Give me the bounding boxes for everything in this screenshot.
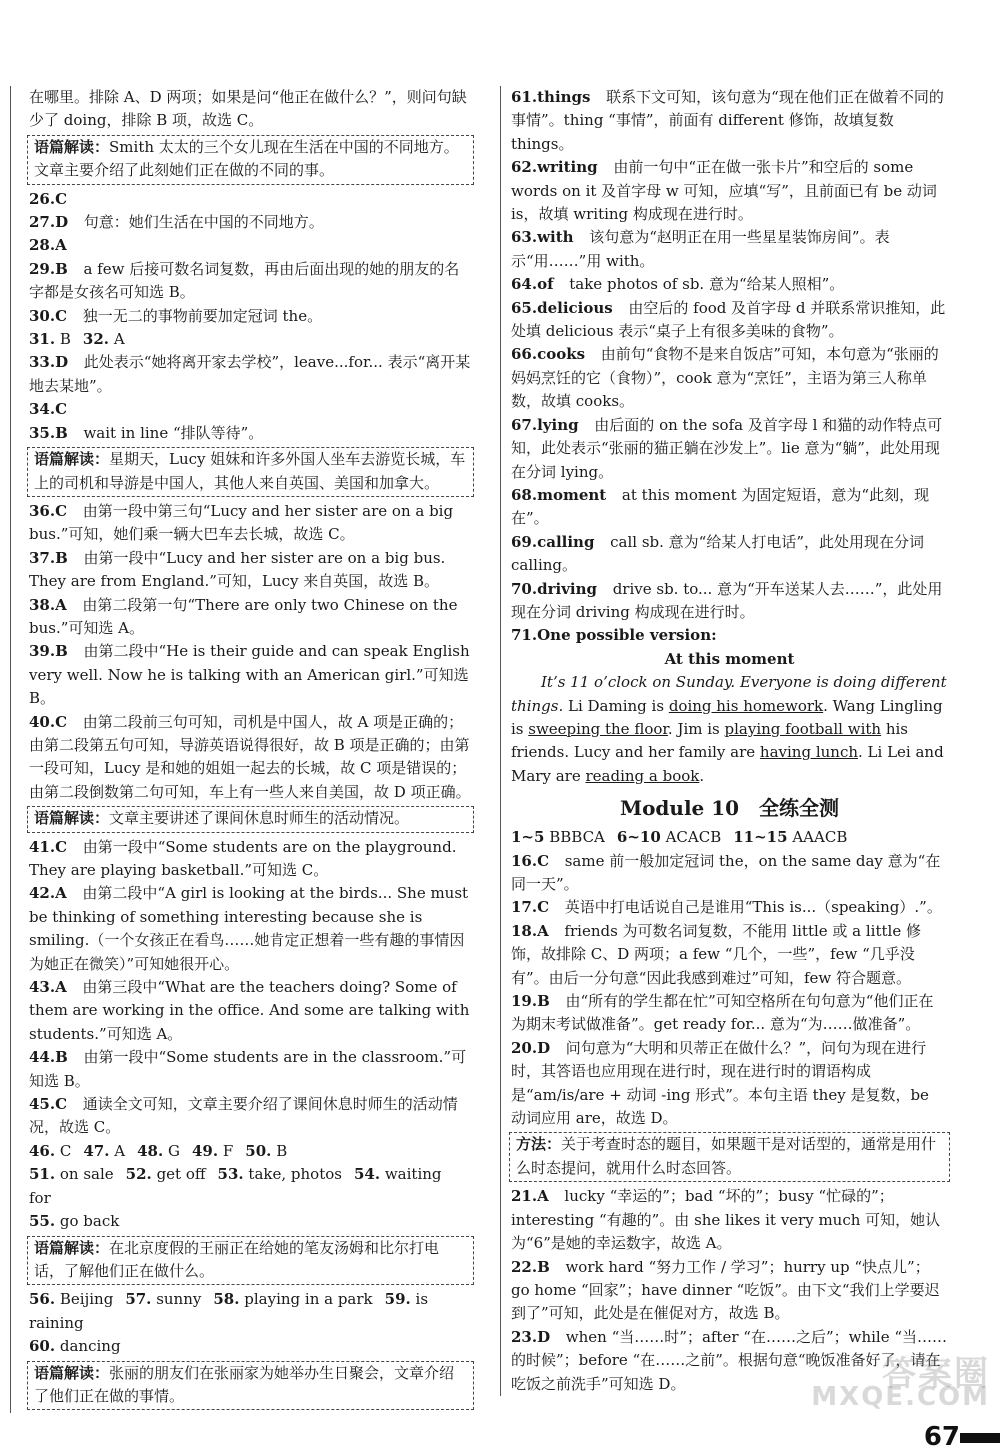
item-number: 38. <box>29 595 56 614</box>
item-number: 40. <box>29 712 56 731</box>
item-answer: A <box>55 884 67 903</box>
item-answer: C <box>59 1141 72 1160</box>
item-answer: B <box>55 259 68 278</box>
analysis-note-box <box>509 1132 950 1182</box>
answer-pair <box>137 1142 180 1160</box>
answer-item <box>511 226 948 273</box>
item-number: 31. <box>29 330 56 349</box>
answer-item <box>511 343 948 413</box>
item-number: 54. <box>353 1165 381 1184</box>
item-number: 33. <box>29 353 56 372</box>
essay-text: . <box>699 766 705 785</box>
item-number: 44. <box>29 1048 56 1067</box>
item-number: 61. <box>511 88 538 106</box>
item-answer: B <box>55 642 68 661</box>
item-answer: driving <box>537 579 598 598</box>
item-answer: C <box>55 501 68 520</box>
item-number: 29. <box>29 259 56 278</box>
item-answer: D <box>55 353 69 372</box>
answer-item <box>29 258 472 305</box>
item-number: 57. <box>125 1290 152 1309</box>
note-label: 语篇解读： <box>34 809 110 828</box>
item-number: 66. <box>511 345 538 364</box>
answer-item <box>511 578 948 625</box>
item-explanation: when “当……时”；after “在……之后”；while “当……的时候”；before “在……之前”。根据句意“晚饭准备好了，请在吃饭之前洗手”可知选 D。 <box>511 1327 948 1393</box>
answer-pair <box>29 1337 121 1355</box>
item-number: 42. <box>29 884 56 903</box>
answer-item <box>29 305 472 328</box>
item-number: 48. <box>137 1141 164 1160</box>
answer-row <box>29 1288 472 1335</box>
item-number: 37. <box>29 548 56 567</box>
item-answer: dancing <box>59 1337 121 1356</box>
note-label: 语篇解读： <box>34 1363 110 1382</box>
answer-item <box>29 1093 472 1140</box>
item-number: 62. <box>511 158 538 177</box>
essay-text: his friends. Lucy and her family are <box>511 719 908 762</box>
item-explanation: friends 为可数名词复数，不能用 little 或 a little 修饰，故排除 C、D 两项；a few “几个，一些”，few “几乎没有”。由后一分句意“因此我感到难过”可知，few 符合题意。 <box>511 921 921 987</box>
item-answer: waiting for <box>29 1165 442 1207</box>
answer-item <box>29 836 472 883</box>
item-number: 64. <box>511 275 538 294</box>
item-answer: B <box>276 1141 288 1160</box>
answer-item <box>511 531 948 578</box>
answer-item <box>511 896 948 919</box>
answer-item <box>511 273 948 296</box>
item-number: 47. <box>83 1141 110 1160</box>
item-explanation: 由第二段前三句可知，司机是中国人，故 A 项是正确的；由第二段第五句可知，导游英语说得很好，故 B 项是正确的；由第一段可知，Lucy 是和她的姐姐一起去的长城，故 C 项是错误的；由第二段倒数第二句可知，车上有一些人来自美国，故 D 项正确。 <box>29 712 471 801</box>
item-number: 69. <box>511 532 538 551</box>
answer-item <box>511 850 948 897</box>
item-answer: C <box>537 851 550 870</box>
item-explanation: 该句意为“赵明正在用一些星星装饰房间”。表示“用……”用 with。 <box>511 228 890 270</box>
answer-item <box>511 86 948 156</box>
item-answer: C <box>55 400 68 419</box>
item-number: 43. <box>29 978 56 997</box>
item-number: 21. <box>511 1187 538 1206</box>
item-explanation: at this moment 为固定短语，意为“此刻，现在”。 <box>511 485 930 528</box>
item-number: 41. <box>29 837 56 856</box>
answer-row <box>29 1163 472 1210</box>
item-number: 67. <box>511 415 538 434</box>
item-number: 52. <box>125 1165 152 1184</box>
item-answer: C <box>55 837 68 856</box>
answer-pair <box>83 330 125 348</box>
essay-body <box>511 671 948 788</box>
item-answer: A <box>55 595 67 614</box>
analysis-note-box <box>27 1361 474 1411</box>
item-explanation: 联系下文可知，该句意为“现在他们正在做着不同的事情”。thing “事情”，前面有 different 修饰，故填复数 things。 <box>511 88 944 153</box>
item-answer: is raining <box>29 1290 429 1332</box>
item-answer: D <box>55 213 69 232</box>
item-number: 49. <box>191 1141 219 1160</box>
answer-pair <box>83 1142 125 1160</box>
module-title: Module 10 全练全测 <box>619 796 840 821</box>
item-explanation: 由第二段中“He is their guide and can speak English very well. Now he is talking with an American girl.”可知选 B。 <box>29 642 470 708</box>
item-number: 60. <box>29 1337 56 1356</box>
item-number: 68. <box>511 485 538 504</box>
answer-pair <box>218 1165 342 1183</box>
model-essay <box>511 648 948 788</box>
item-explanation: same 前一般加定冠词 the，on the same day 意为“在同一天”。 <box>511 851 941 893</box>
item-answer: D <box>537 1038 551 1057</box>
answer-item <box>29 711 472 805</box>
answer-pair <box>213 1290 372 1308</box>
answer-item <box>511 484 948 531</box>
item-explanation: lucky “幸运的”；bad “坏的”；busy “忙碌的”；interesting “有趣的”。由 she likes it very much 可知，她认为“6”是她的幸运数字，故选 A。 <box>511 1187 941 1253</box>
analysis-note-box <box>27 447 474 497</box>
note-text: 在北京度假的王丽正在给她的笔友汤姆和比尔打电话，了解他们正在做什么。 <box>34 1238 440 1280</box>
item-number: 22. <box>511 1257 538 1276</box>
item-answer: A <box>113 330 125 349</box>
essay-title: At this moment <box>664 649 795 668</box>
note-text: Smith 太太的三个女儿现在生活在中国的不同地方。文章主要介绍了此刻她们正在做的不同的事。 <box>34 137 459 180</box>
item-number: 70. <box>511 579 538 598</box>
item-explanation: wait in line “排队等待”。 <box>83 423 264 442</box>
answer-pair <box>617 828 721 846</box>
item-answer: B <box>55 1048 68 1067</box>
item-answer: get off <box>156 1165 206 1184</box>
item-explanation: drive sb. to... 意为“开车送某人去……”，此处用现在分词 driving 构成现在进行时。 <box>511 579 943 621</box>
item-answer: cooks <box>537 345 586 364</box>
item-answer: with <box>537 228 574 247</box>
note-label: 方法： <box>516 1135 562 1154</box>
answer-item <box>29 422 472 445</box>
item-number: 51. <box>29 1165 56 1184</box>
item-number: 65. <box>511 298 538 317</box>
watermark-domain: MXQE.COM <box>811 1382 990 1413</box>
item-explanation: 由第一段中“Some students are in the classroom.”可知选 B。 <box>29 1048 467 1090</box>
item-answer: ACACB <box>665 828 722 847</box>
item-number: 46. <box>29 1141 56 1160</box>
underlined-answer: having lunch <box>759 743 859 762</box>
item-number: 53. <box>217 1165 244 1184</box>
item-number: 50. <box>245 1141 272 1160</box>
answer-item <box>511 1037 948 1131</box>
item-explanation: 由第二段第一句“There are only two Chinese on the bus.”可知选 A。 <box>29 595 458 637</box>
answer-row <box>29 328 472 351</box>
item-answer: B <box>537 992 550 1011</box>
item-explanation: 英语中打电话说自己是谁用“This is...（speaking）.”。 <box>564 898 942 917</box>
item-answer: G <box>168 1141 180 1160</box>
item-number: 59. <box>384 1290 411 1309</box>
answer-pair <box>126 1165 206 1183</box>
item-explanation: 由前一句中“正在做一张卡片”和空后的 some words on it 及首字母 w 可知，应填“写”，且前面已有 be 动词 is，故填 writing 构成现在进行时。 <box>511 158 937 224</box>
underlined-answer: sweeping the floor <box>528 719 668 738</box>
item-number: 45. <box>29 1095 56 1114</box>
item-answer: sunny <box>156 1290 202 1309</box>
item-answer: D <box>537 1327 551 1346</box>
note-text: 文章主要讲述了课间休息时师生的活动情况。 <box>109 809 410 828</box>
answer-item <box>29 640 472 710</box>
answer-item <box>29 882 472 976</box>
item-number: 18. <box>511 921 538 940</box>
answer-item <box>29 234 472 257</box>
answer-item <box>29 1046 472 1093</box>
item-answer: calling <box>537 532 595 551</box>
item-number: 35. <box>29 423 56 442</box>
note-label: 语篇解读： <box>34 137 110 156</box>
page-number: 67 <box>923 1421 960 1452</box>
essay-text: Li Daming is <box>563 696 669 715</box>
answer-pair <box>29 1212 119 1230</box>
item-number: 28. <box>29 236 56 255</box>
item-explanation: 句意：她们生活在中国的不同地方。 <box>83 213 324 232</box>
underlined-answer: doing his homework <box>668 696 824 715</box>
item-number: 11~15 <box>733 828 788 847</box>
item-answer: B <box>537 1257 550 1276</box>
item-answer: One possible version: <box>537 626 717 645</box>
item-answer: moment <box>537 485 607 504</box>
item-answer: A <box>55 236 67 255</box>
item-answer: BBBCA <box>549 828 605 847</box>
answer-pair <box>192 1142 233 1160</box>
item-number: 27. <box>29 213 56 232</box>
answer-pair <box>29 1290 113 1308</box>
item-explanation: 由“所有的学生都在忙”可知空格所在句句意为“他们正在为期末考试做准备”。get ready for... 意为“为……做准备”。 <box>511 992 934 1034</box>
item-number: 16. <box>511 851 538 870</box>
item-answer: B <box>55 423 68 442</box>
note-text: 星期天，Lucy 姐妹和许多外国人坐车去游览长城，车上的司机和导游是中国人，其他人来自英国、美国和加拿大。 <box>34 450 466 492</box>
item-answer: go back <box>59 1212 120 1231</box>
item-explanation: 由第三段中“What are the teachers doing? Some of them are working in the office. And some are talking with students.”可知选 A。 <box>29 978 470 1043</box>
item-answer: of <box>537 275 554 294</box>
item-answer: A <box>55 978 67 997</box>
item-number: 6~10 <box>616 828 661 847</box>
watermark-text: 答案圈 <box>882 1354 990 1394</box>
item-explanation: call sb. 意为“给某人打电话”，此处用现在分词 calling。 <box>511 532 925 575</box>
essay-text: . Jim is <box>667 719 725 738</box>
item-explanation: 由后面的 on the sofa 及首字母 l 和猫的动作特点可知，此处表示“张丽的猫正躺在沙发上”。lie 意为“躺”，此处用现在分词 lying。 <box>511 415 943 481</box>
note-label: 语篇解读： <box>34 450 110 469</box>
answer-row <box>29 1140 472 1163</box>
item-answer: playing in a park <box>244 1290 373 1309</box>
item-answer: writing <box>537 158 598 177</box>
answer-pair <box>29 1165 114 1183</box>
analysis-note-box <box>27 135 474 185</box>
item-answer: C <box>55 712 68 731</box>
continued-text: 在哪里。排除 A、D 两项；如果是问“他正在做什么？”，则问句缺少了 doing，排除 B 项，故选 C。 <box>29 88 467 130</box>
answer-item <box>511 990 948 1037</box>
answer-item <box>29 351 472 398</box>
item-explanation: 由第二段中“A girl is looking at the birds... She must be thinking of something interesting because she is smiling.（一个女孩正在看鸟……她肯定正想着一些有趣的事情因为她正在微笑）”可知她很开心。 <box>29 884 469 973</box>
item-number: 36. <box>29 501 56 520</box>
answer-row <box>29 1210 472 1233</box>
item-explanation: 由空后的 food 及首字母 d 并联系常识推知，此处填 delicious 表示“桌子上有很多美味的食物”。 <box>511 298 946 341</box>
item-explanation: 由前句“食物不是来自饭店”可知，本句意为“张丽的妈妈烹饪的它（食物）”，cook 意为“烹饪”，主语为第三人称单数，故填 cooks。 <box>511 345 939 411</box>
note-text: 张丽的朋友们在张丽家为她举办生日聚会，文章介绍了他们正在做的事情。 <box>34 1363 455 1405</box>
answer-row <box>511 826 948 849</box>
note-label: 语篇解读： <box>34 1238 110 1257</box>
answer-item <box>29 976 472 1046</box>
answer-item <box>511 1256 948 1326</box>
item-answer: C <box>537 898 550 917</box>
essay-text: . Li Lei and Mary are <box>511 743 944 785</box>
answer-item <box>29 398 472 421</box>
answer-row <box>29 1335 472 1358</box>
item-explanation: 此处表示“她将离开家去学校”，leave...for... 表示“离开某地去某地”。 <box>29 353 471 395</box>
item-explanation: 由第一段中“Lucy and her sister are on a big bus. They are from England.”可知，Lucy 来自英国，故选 B。 <box>29 548 446 591</box>
answer-pair <box>733 828 847 846</box>
answer-item <box>29 211 472 234</box>
answer-item <box>29 594 472 641</box>
item-answer: A <box>537 1187 549 1206</box>
answer-pair <box>511 828 605 846</box>
answer-item <box>511 156 948 226</box>
answer-item <box>29 547 472 594</box>
item-answer: B <box>59 330 71 349</box>
item-number: 56. <box>29 1290 56 1309</box>
answer-item <box>29 188 472 211</box>
item-number: 32. <box>82 330 110 349</box>
note-text: 关于考查时态的题目，如果题干是对话型的，通常是用什么时态提问，就用什么时态回答。 <box>516 1135 937 1177</box>
item-answer: things <box>537 88 591 106</box>
answer-pair <box>29 1142 71 1160</box>
item-answer: C <box>55 1095 68 1114</box>
item-answer: on sale <box>59 1165 114 1184</box>
answer-item <box>511 1185 948 1255</box>
item-answer: Beijing <box>59 1290 114 1309</box>
item-answer: delicious <box>537 298 613 317</box>
item-explanation: take photos of sb. 意为“给某人照相”。 <box>569 275 845 294</box>
item-answer: F <box>222 1141 234 1160</box>
item-number: 63. <box>511 228 538 247</box>
underlined-answer: reading a book <box>585 766 700 785</box>
item-number: 58. <box>213 1290 240 1309</box>
item-explanation: 通读全文可知，文章主要介绍了课间休息时师生的活动情况，故选 C。 <box>29 1095 458 1137</box>
answer-item <box>511 624 948 647</box>
item-answer: B <box>55 548 68 567</box>
item-number: 55. <box>29 1212 56 1231</box>
page-number-bar <box>960 1433 1000 1443</box>
left-column <box>10 86 472 1413</box>
answer-item <box>29 500 472 547</box>
essay-text: . Wang Lingling is <box>511 696 943 738</box>
item-number: 17. <box>511 898 538 917</box>
item-answer: AAACB <box>792 828 848 847</box>
item-explanation: 独一无二的事物前要加定冠词 the。 <box>82 306 323 325</box>
right-column <box>500 86 948 1396</box>
item-explanation: work hard “努力工作 / 学习”；hurry up “快点儿”；go home “回家”；have dinner “吃饭”。由下文“我们上学要迟到了”可知，此处是在催促对方，故选 B。 <box>511 1257 940 1323</box>
answer-pair <box>29 330 71 348</box>
watermark <box>790 1354 990 1433</box>
item-number: 34. <box>29 400 56 419</box>
item-number: 26. <box>29 189 56 208</box>
item-number: 39. <box>29 642 56 661</box>
item-answer: A <box>114 1141 126 1160</box>
item-explanation: a few 后接可数名词复数，再由后面出现的她的朋友的名字都是女孩名可知选 B。 <box>29 259 460 302</box>
item-number: 19. <box>511 992 538 1011</box>
item-answer: A <box>537 921 549 940</box>
item-answer: lying <box>537 415 579 434</box>
item-number: 71. <box>511 626 538 645</box>
item-answer: C <box>55 306 68 325</box>
answer-item <box>511 297 948 344</box>
item-answer: take, photos <box>248 1165 342 1184</box>
item-answer: C <box>55 189 68 208</box>
underlined-answer: playing football with <box>724 719 882 738</box>
item-explanation: 问句意为“大明和贝蒂正在做什么？”，问句为现在进行时，其答语也应用现在进行时，现在进行时的谓语构成是“am/is/are + 动词 -ing 形式”。本句主语 they 是复数，be 动词应用 are，故选 D。 <box>511 1038 929 1128</box>
item-explanation: 由第一段中第三句“Lucy and her sister are on a big bus.”可知，她们乘一辆大巴车去长城，故选 C。 <box>29 501 454 544</box>
item-number: 30. <box>29 306 56 325</box>
answer-item <box>511 920 948 990</box>
item-number: 23. <box>511 1327 538 1346</box>
answer-pair <box>245 1142 287 1160</box>
analysis-note-box <box>27 806 474 832</box>
item-explanation: 由第一段中“Some students are on the playground. They are playing basketball.”可知选 C。 <box>29 837 457 879</box>
analysis-note-box <box>27 1236 474 1286</box>
item-number: 1~5 <box>511 828 545 847</box>
answer-item <box>511 414 948 484</box>
item-number: 20. <box>511 1038 538 1057</box>
answer-pair <box>125 1290 201 1308</box>
essay-intro: It’s 11 o’clock on Sunday. Everyone is doing different things. <box>511 673 947 715</box>
